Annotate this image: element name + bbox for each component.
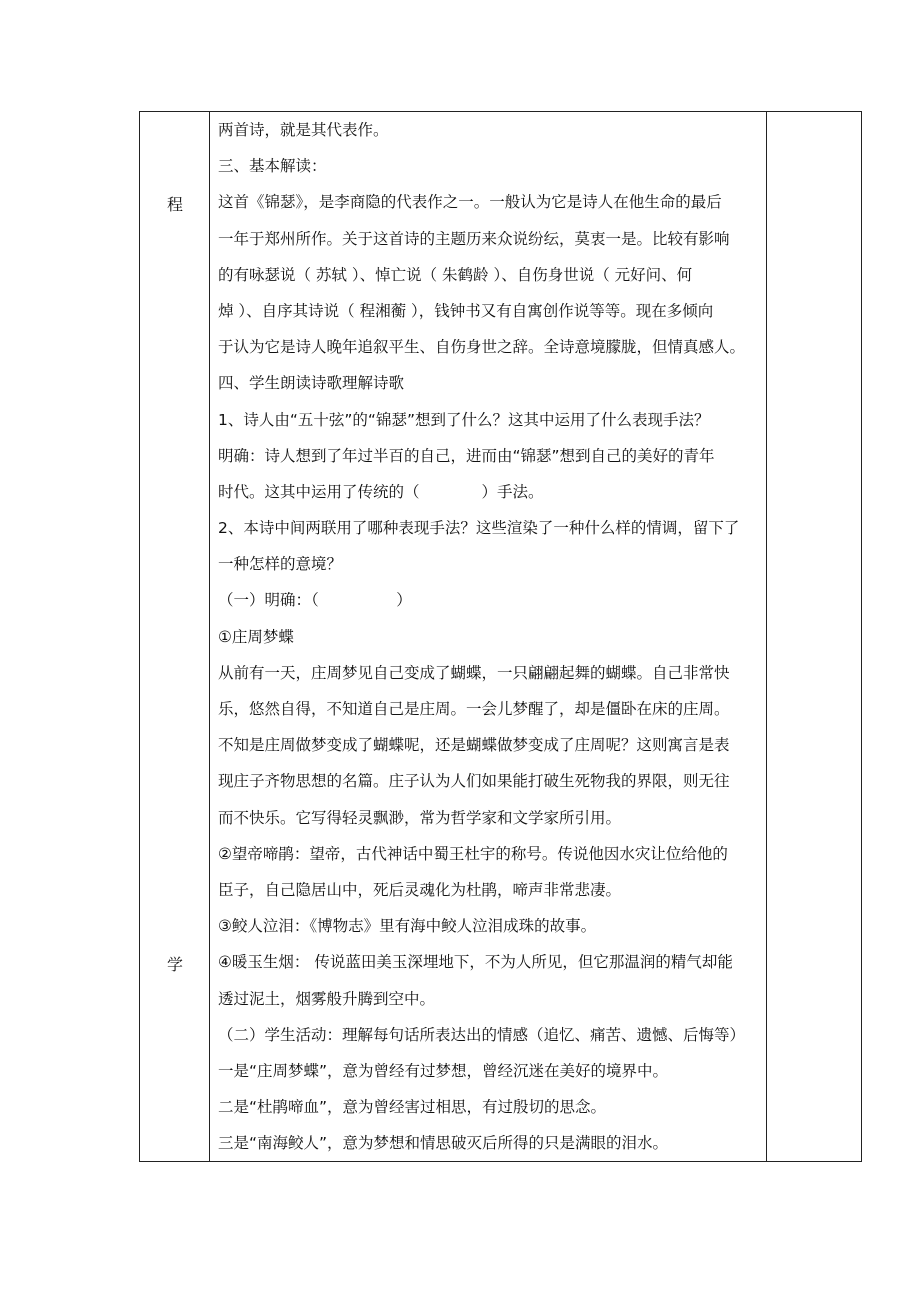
text-line: 焯 ）、自序其诗说（ 程湘蘅 ），钱钟书又有自寓创作说等等。现在多倾向: [218, 301, 714, 320]
text-line: 时代。这其中运用了传统的（ ）手法。: [218, 482, 544, 501]
text-line: 2、本诗中间两联用了哪种表现手法？这些渲染了一种什么样的情调，留下了: [218, 519, 740, 538]
text-line: （一）明确：（ ）: [218, 591, 412, 610]
text-line: 臣子，自己隐居山中，死后灵魂化为杜鹃，啼声非常悲凄。: [218, 880, 622, 899]
text-line: 1、诗人由“五十弦”的“锦瑟”想到了什么？这其中运用了什么表现手法？: [218, 410, 710, 429]
text-line: 二是“杜鹃啼血”，意为曾经害过相思，有过殷切的思念。: [218, 1098, 607, 1117]
label-xue: 学: [166, 955, 183, 974]
text-line: ①庄周梦蝶: [218, 627, 294, 646]
text-line: 四、学生朗读诗歌理解诗歌: [218, 374, 405, 393]
text-line: ②望帝啼鹃：望帝，古代神话中蜀王杜宇的称号。传说他因水灾让位给他的: [218, 844, 728, 863]
text-line: 三、基本解读：: [218, 157, 327, 176]
label-cheng: 程: [166, 195, 183, 214]
text-line: 两首诗，就是其代表作。: [218, 121, 389, 139]
text-line: 这首《锦瑟》，是李商隐的代表作之一。一般认为它是诗人在他生命的最后: [218, 193, 722, 212]
text-line: 透过泥土，烟雾般升腾到空中。: [218, 989, 436, 1008]
lesson-content: [218, 112, 768, 1161]
text-line: 不知是庄周做梦变成了蝴蝶呢，还是蝴蝶做梦变成了庄周呢？这则寓言是表: [218, 736, 730, 755]
column-divider: [209, 112, 210, 1161]
text-line: ③鲛人泣泪：《博物志》里有海中鲛人泣泪成珠的故事。: [218, 917, 597, 936]
text-line: 现庄子齐物思想的名篇。庄子认为人们如果能打破生死物我的界限，则无往: [218, 772, 730, 791]
text-line: 的有咏瑟说（ 苏轼 ）、悼亡说（ 朱鹤龄 ）、自伤身世说（ 元好问、何: [218, 265, 693, 284]
text-line: 而不快乐。它写得轻灵飘渺，常为哲学家和文学家所引用。: [218, 808, 622, 827]
lesson-table: [139, 111, 862, 1162]
text-line: 于认为它是诗人晚年追叙平生、自伤身世之辞。全诗意境朦胧，但情真感人。: [218, 338, 746, 357]
text-line: 一年于郑州所作。关于这首诗的主题历来众说纷纭，莫衷一是。比较有影响: [218, 229, 730, 248]
text-line: 一种怎样的意境？: [218, 555, 343, 574]
text-line: ④暖玉生烟： 传说蓝田美玉深埋地下，不为人所见，但它那温润的精气却能: [218, 953, 733, 972]
text-line: 一是“庄周梦蝶”，意为曾经有过梦想，曾经沉迷在美好的境界中。: [218, 1061, 669, 1080]
text-line: 三是“南海鲛人”，意为梦想和情思破灭后所得的只是满眼的泪水。: [218, 1134, 669, 1153]
text-line: 从前有一天，庄周梦见自己变成了蝴蝶，一只翩翩起舞的蝴蝶。自己非常快: [218, 663, 730, 682]
text-line: 乐，悠然自得，不知道自己是庄周。一会儿梦醒了，却是僵卧在床的庄周。: [218, 700, 730, 718]
text-line: （二）学生活动：理解每句话所表达出的情感（追忆、痛苦、遗憾、后悔等）: [218, 1025, 746, 1044]
text-line: 明确：诗人想到了年过半百的自己，进而由“锦瑟”想到自己的美好的青年: [218, 446, 715, 465]
